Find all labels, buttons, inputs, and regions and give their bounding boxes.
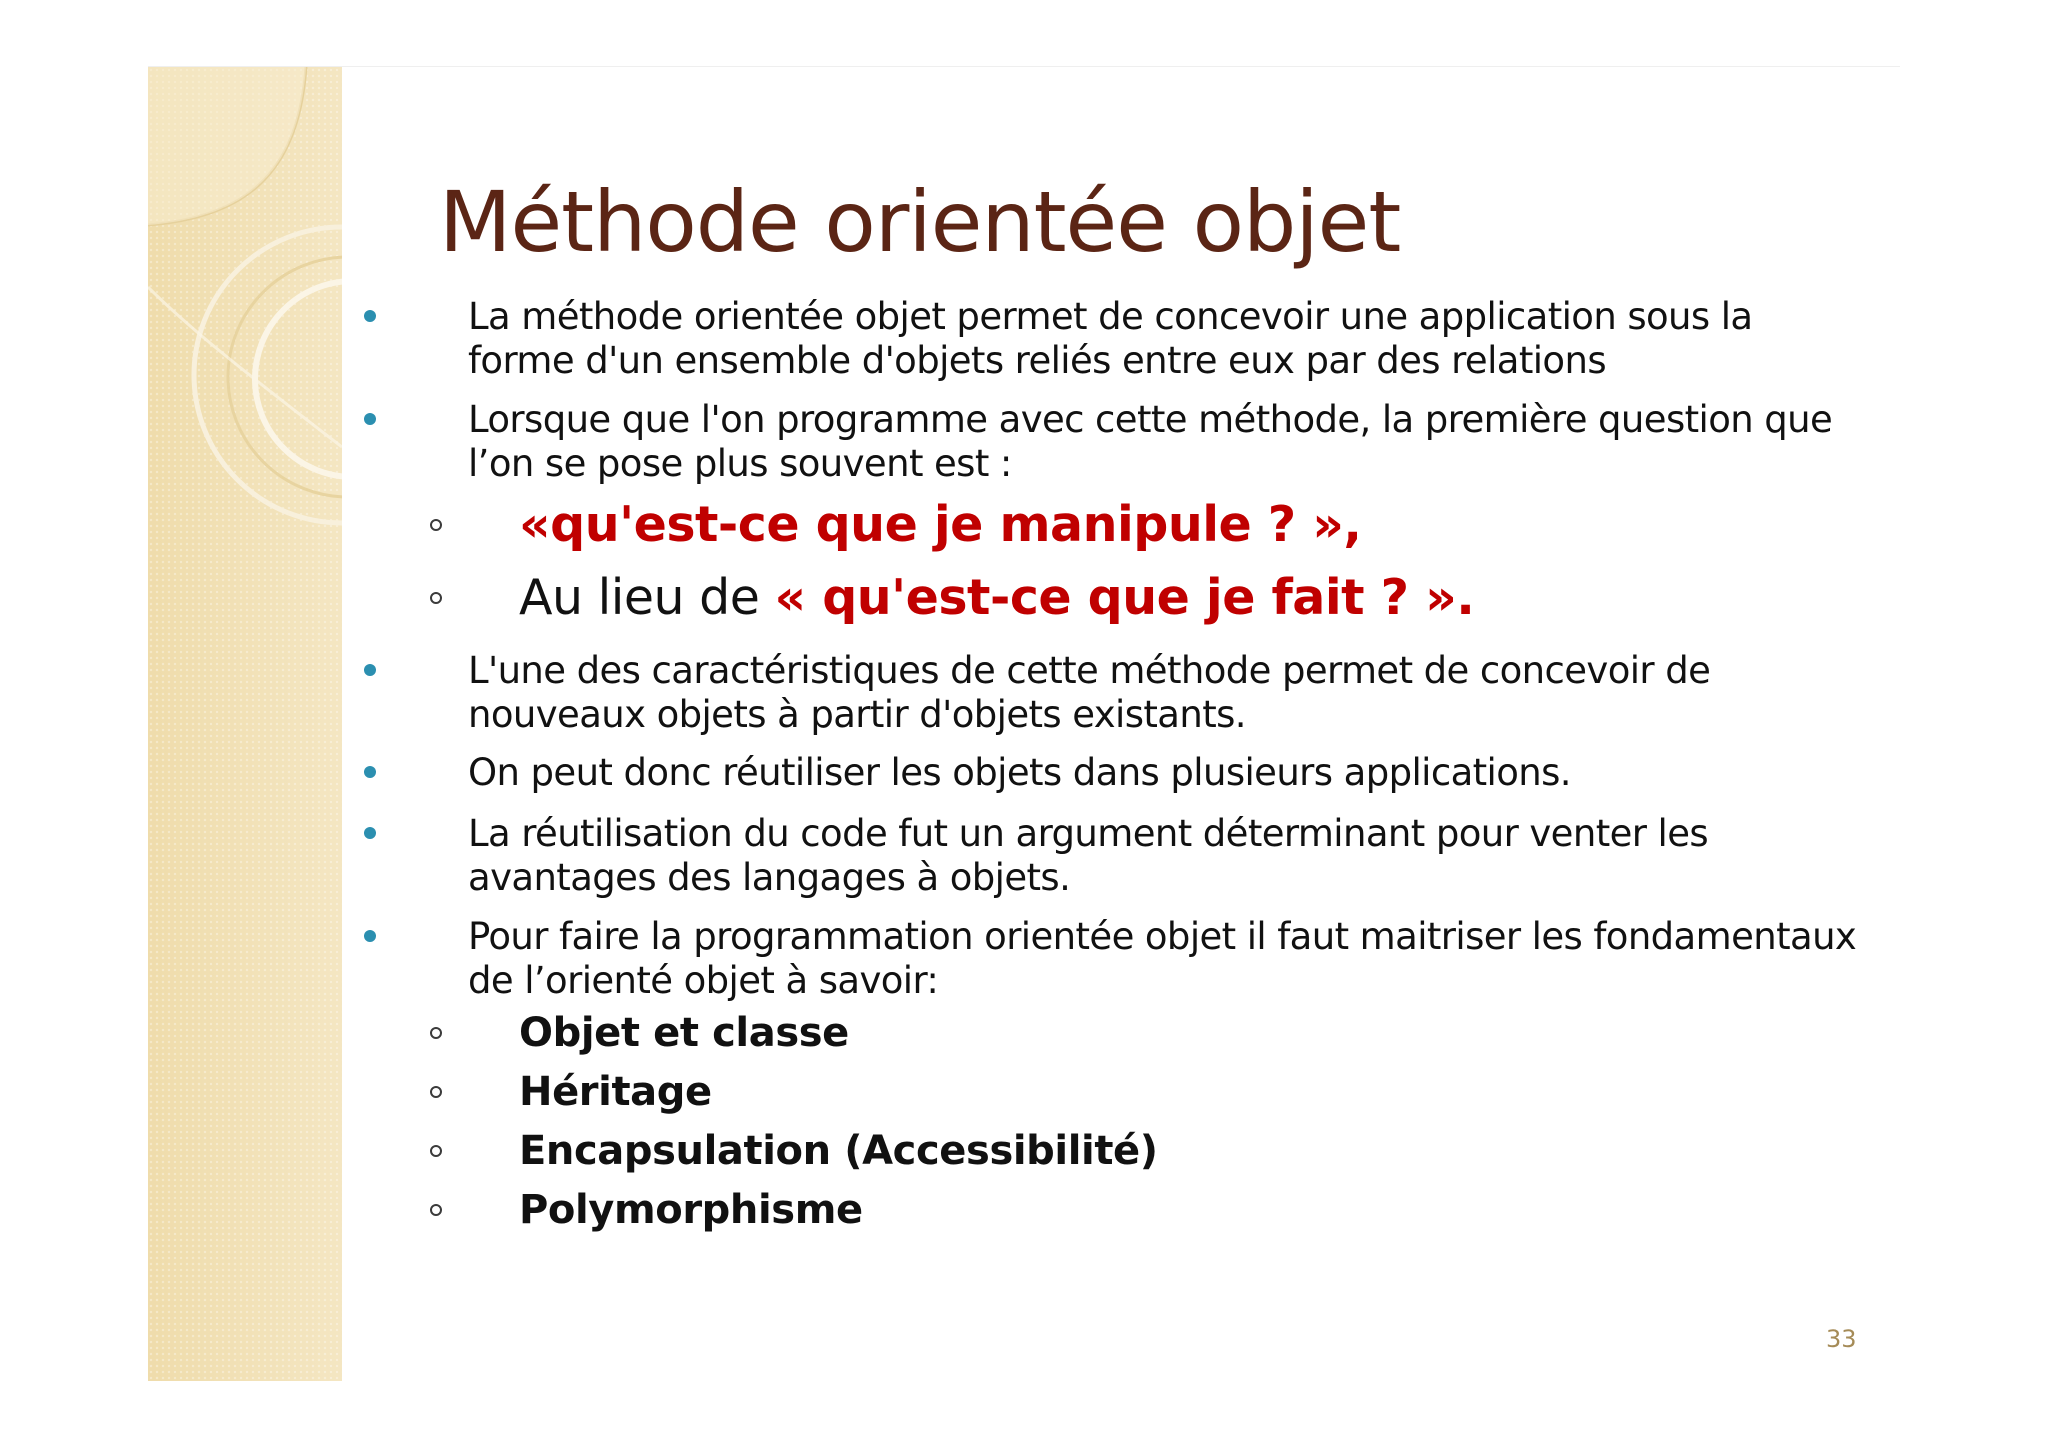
fundamental-text: Encapsulation (Accessibilité): [519, 1128, 1158, 1174]
fundamental-text: Héritage: [519, 1069, 712, 1115]
slide-content: [148, 67, 1900, 1381]
fundamental-text: Objet et classe: [519, 1010, 849, 1056]
bullet-dot-icon: [364, 413, 376, 425]
question-text: [519, 495, 1362, 555]
question-emphasis: « qu'est-ce que je fait ? ».: [774, 569, 1475, 626]
bullet-text: On peut donc réutiliser les objets dans plusieurs applications.: [468, 751, 1571, 794]
bullet-dot-icon: [364, 827, 376, 839]
sub-bullet-ring-icon: [430, 1027, 442, 1039]
bullet-dot-icon: [364, 664, 376, 676]
bullet-dot-icon: [364, 310, 376, 322]
sub-bullet-ring-icon: [430, 1086, 442, 1098]
slide-title: Méthode orientée objet: [439, 173, 1401, 271]
bullet-text: La réutilisation du code fut un argument déterminant pour venter les avantages des langages à objets.: [468, 812, 1709, 899]
bullet-text: Lorsque que l'on programme avec cette méthode, la première question que l’on se pose plus souvent est :: [468, 398, 1833, 485]
bullet-text: La méthode orientée objet permet de concevoir une application sous la forme d'un ensemble d'objets reliés entre eux par des relations: [468, 295, 1753, 382]
question-emphasis: «qu'est-ce que je manipule ? »,: [519, 496, 1362, 553]
page-number: 33: [1826, 1325, 1857, 1353]
question-prefix: Au lieu de: [519, 569, 775, 626]
sub-bullet-ring-icon: [430, 1204, 442, 1216]
bullet-text: L'une des caractéristiques de cette méthode permet de concevoir de nouveaux objets à partir d'objets existants.: [468, 649, 1711, 736]
fundamental-text: Polymorphisme: [519, 1187, 863, 1233]
bullet-dot-icon: [364, 930, 376, 942]
sub-bullet-ring-icon: [430, 592, 442, 604]
question-text: [519, 568, 1474, 628]
slide: [148, 66, 1900, 1381]
sub-bullet-ring-icon: [430, 1145, 442, 1157]
bullet-text: Pour faire la programmation orientée objet il faut maitriser les fondamentaux de l’orienté objet à savoir:: [468, 915, 1857, 1002]
sub-bullet-ring-icon: [430, 519, 442, 531]
bullet-dot-icon: [364, 766, 376, 778]
